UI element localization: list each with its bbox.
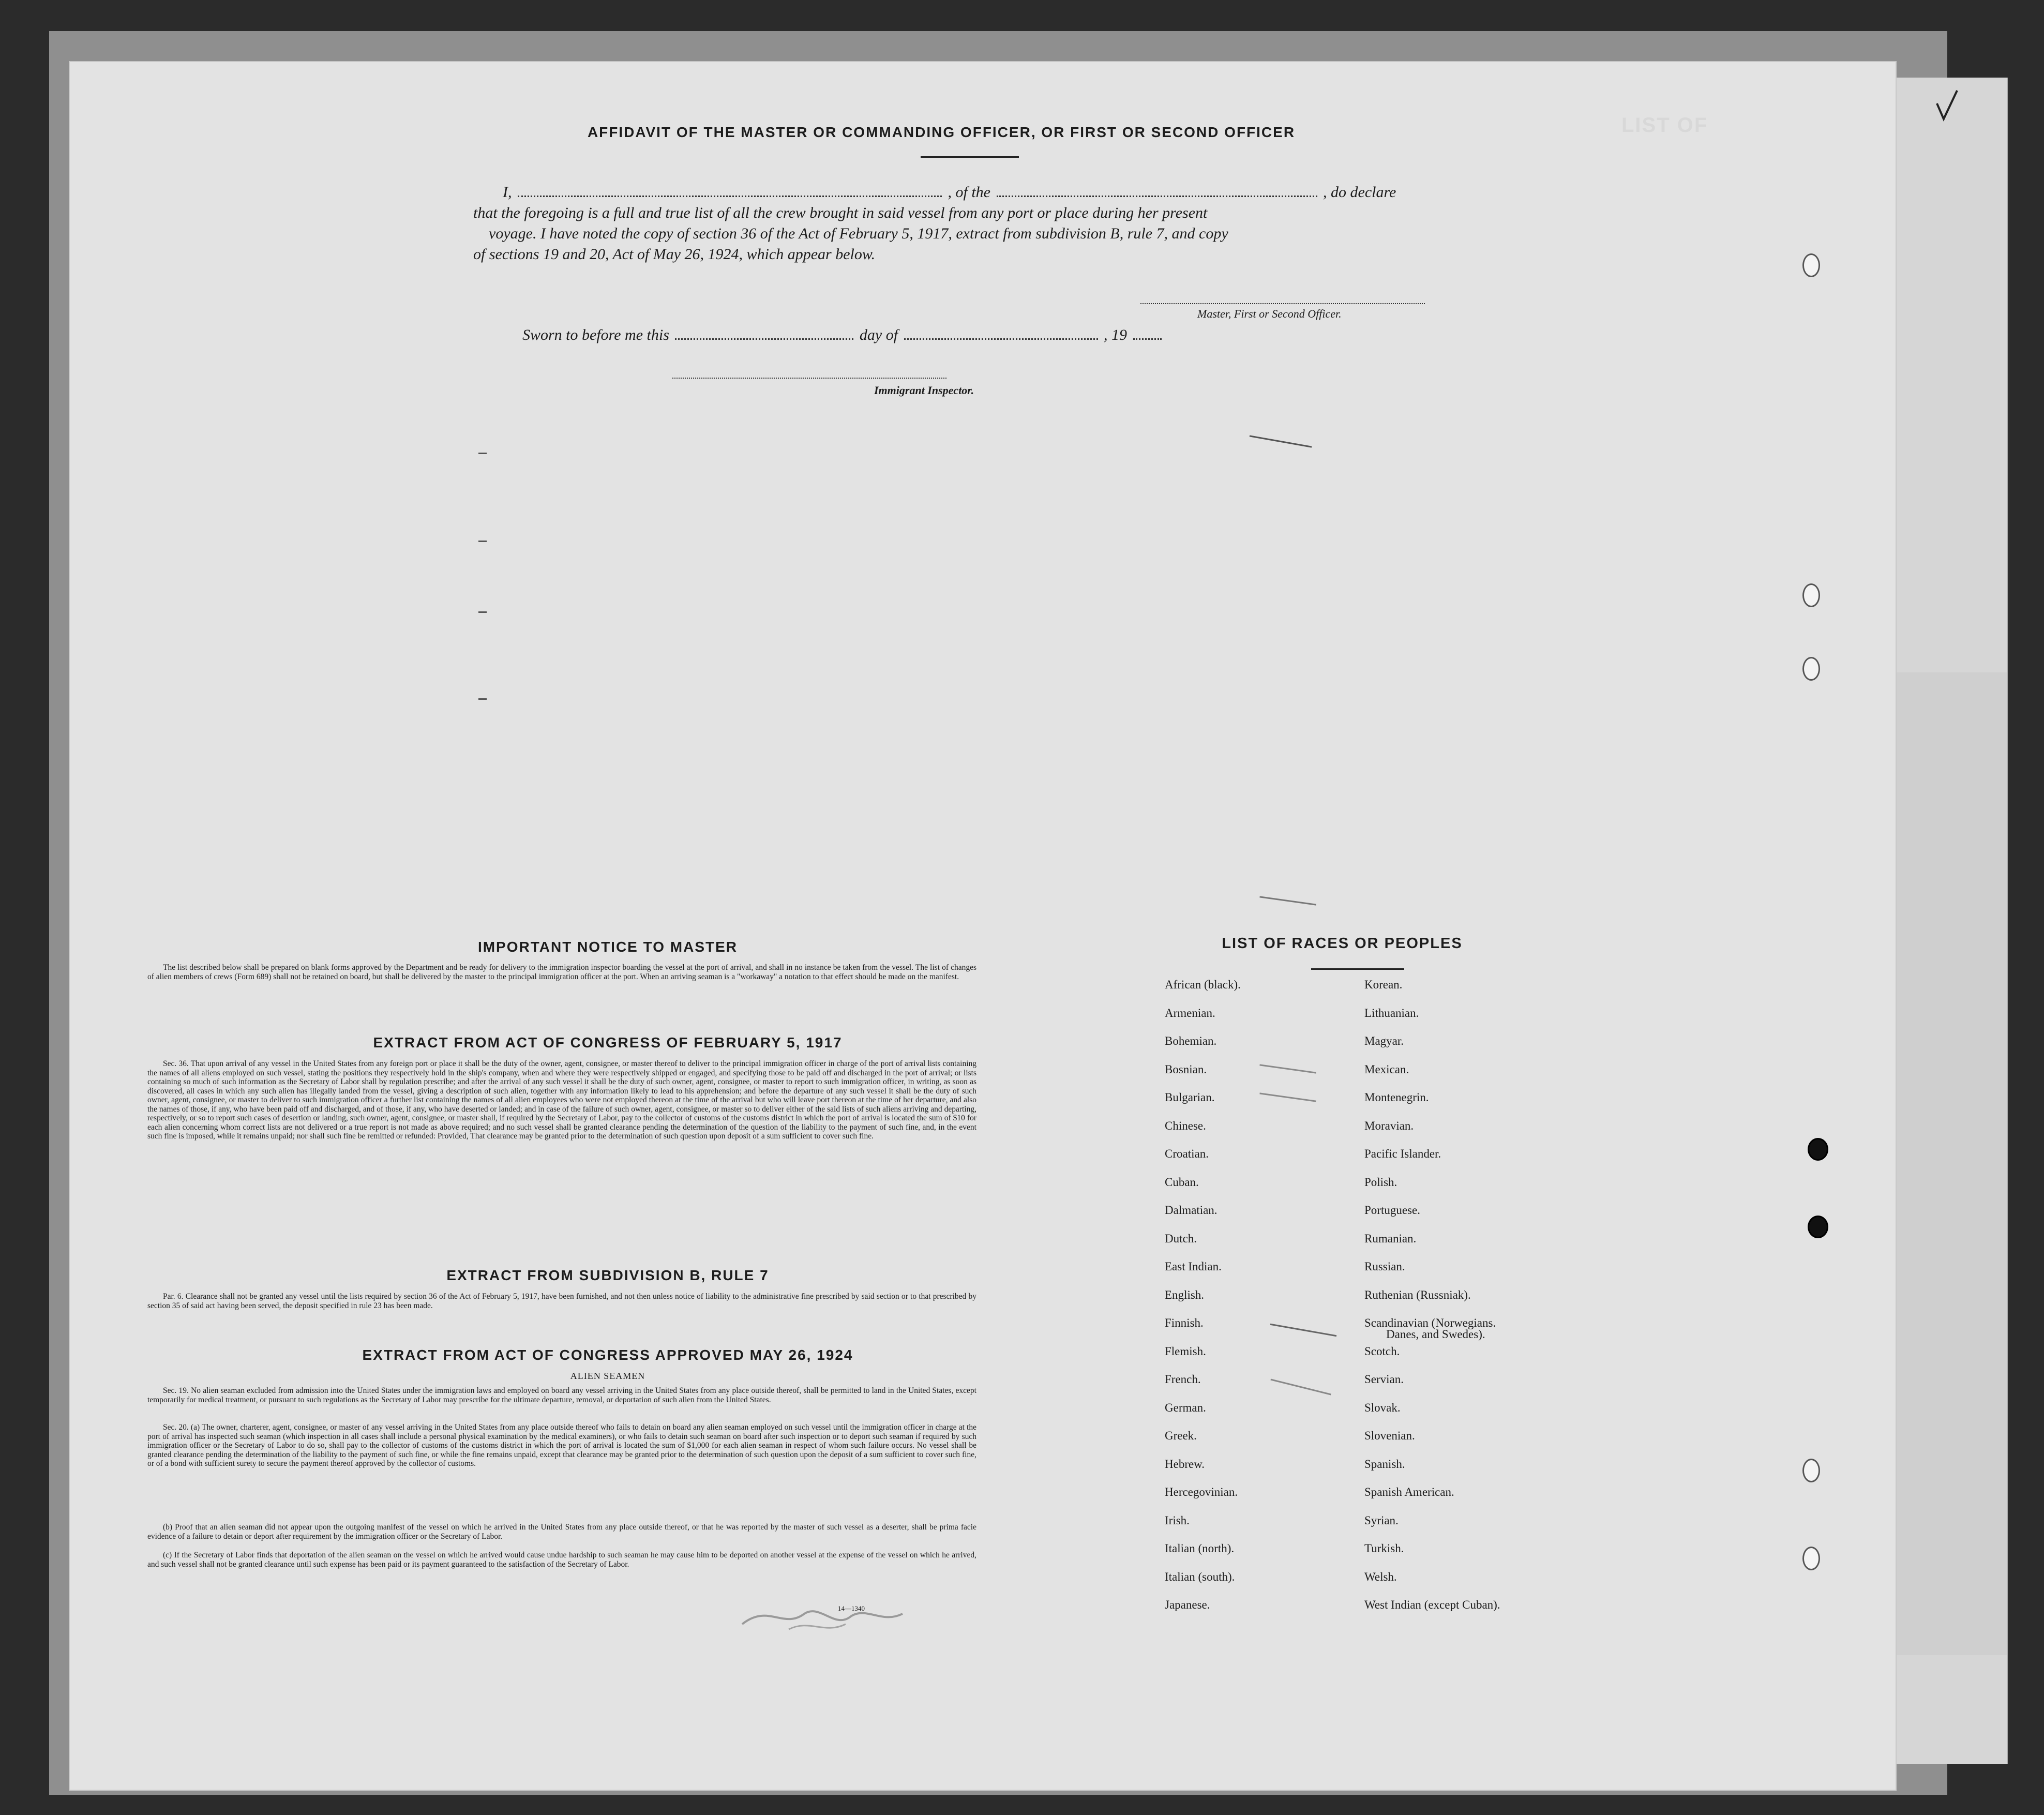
race-item: East Indian.	[1165, 1260, 1222, 1273]
binder-hole	[1802, 583, 1820, 607]
handwritten-signature	[737, 1593, 913, 1640]
declaration-line-4: of sections 19 and 20, Act of May 26, 1924, which appear below.	[473, 246, 876, 263]
extract-rule7-text: Par. 6. Clearance shall not be granted any vessel until the lists required by section 36 of the Act of February 5, 1917, have been furnished, and not then unless notice of liability to the administrative fine prescribed by said section or to that prescribed by section 35 of said act having been served, the deposit specified in rule 23 has been made.	[147, 1292, 976, 1310]
extract-1924-title: EXTRACT FROM ACT OF CONGRESS APPROVED MAY 26, 1924	[362, 1347, 853, 1363]
margin-mark	[478, 698, 487, 700]
binder-hole	[1808, 1138, 1828, 1161]
race-item: Scotch.	[1364, 1344, 1400, 1358]
race-item: Scandinavian (Norwegians.	[1364, 1316, 1496, 1329]
race-item: Ruthenian (Russniak).	[1364, 1288, 1471, 1301]
year-label: , 19	[1104, 326, 1128, 343]
race-item: Croatian.	[1165, 1147, 1209, 1160]
race-item: Syrian.	[1364, 1513, 1399, 1527]
declaration-line-1	[486, 182, 1521, 203]
races-continuation: Danes, and Swedes).	[1386, 1328, 1485, 1341]
do-declare-label: , do declare	[1323, 184, 1396, 201]
binder-hole	[1802, 657, 1820, 681]
race-item: Dutch.	[1165, 1232, 1197, 1245]
extract-1924-sec20b: (b) Proof that an alien seaman did not appear upon the outgoing manifest of the vessel on which he arrived in the United States from any place outside thereof, or that he was reported by the master of such vessel as a deserter, shall be prima facie evidence of a failure to detain or deport after requirement by the immigration officer or the Secretary of Labor.	[147, 1523, 976, 1541]
race-item: Dalmatian.	[1165, 1204, 1218, 1217]
race-item: Moravian.	[1364, 1119, 1414, 1132]
bleed-through-heading: LIST OF	[1621, 114, 1708, 137]
race-item: French.	[1165, 1373, 1201, 1386]
margin-mark	[478, 453, 487, 454]
affidavit-form-page	[70, 62, 1896, 1790]
inspector-signature-line[interactable]	[672, 378, 946, 379]
race-item: Servian.	[1364, 1373, 1404, 1386]
extract-1917-title: EXTRACT FROM ACT OF CONGRESS OF FEBRUARY 5, 1917	[373, 1034, 843, 1051]
race-item: Portuguese.	[1364, 1204, 1420, 1217]
race-item: Italian (south).	[1165, 1570, 1235, 1583]
race-item: Bohemian.	[1165, 1034, 1217, 1047]
race-item: Welsh.	[1364, 1570, 1397, 1583]
master-signature-label: Master, First or Second Officer.	[1197, 307, 1342, 320]
title-underline	[921, 156, 1019, 158]
sworn-line	[522, 325, 1164, 346]
pencil-mark	[1250, 435, 1312, 447]
race-item: Hercegovinian.	[1165, 1486, 1238, 1498]
extract-rule7-title: EXTRACT FROM SUBDIVISION B, RULE 7	[446, 1267, 769, 1283]
race-item: Irish.	[1165, 1513, 1190, 1527]
race-item: Russian.	[1364, 1260, 1405, 1273]
master-signature-line[interactable]	[1140, 303, 1425, 304]
race-item: Turkish.	[1364, 1542, 1404, 1555]
race-item: Lithuanian.	[1364, 1006, 1419, 1019]
vessel-name-field[interactable]	[997, 195, 1317, 197]
binder-hole	[1802, 1547, 1820, 1570]
sworn-year-field[interactable]	[1133, 338, 1162, 340]
race-item: Rumanian.	[1364, 1232, 1417, 1245]
race-item: Magyar.	[1364, 1034, 1404, 1047]
race-item: Polish.	[1364, 1175, 1397, 1189]
sworn-month-field[interactable]	[904, 338, 1098, 340]
extract-1924-sec20a: Sec. 20. (a) The owner, charterer, agent, consignee, or master of any vessel arriving in the United States from any place outside thereof who fails to detain on board any alien seaman employed on such vessel until the immigration officer in charge at the port of arrival has inspected such seaman (which inspection in all cases shall include a personal physical examination by the medical examiners), or who fails to detain such seaman on board after such inspection or to deport such seaman if required by such immigration officer or the Secretary of Labor to do so, shall pay to the collector of customs of the customs district in which the port of arrival is located the sum of $1,000 for each alien seaman in respect of whom such failure occurs. No vessel shall be granted clearance pending the determination of the liability to the payment of such fine, or while the fine remains unpaid, except that clearance may be granted prior to the determination of such question upon the deposit of a sum sufficient to cover such fine, or of a bond with sufficient surety to secure the payment thereof approved by the collector of customs.	[147, 1423, 976, 1468]
sworn-label: Sworn to before me this	[522, 326, 669, 343]
race-item: Japanese.	[1165, 1598, 1210, 1611]
declarant-name-field[interactable]	[518, 195, 942, 197]
races-column-1	[1165, 971, 1341, 1619]
declaration-line-2: that the foregoing is a full and true list of all the crew brought in said vessel from any port or place during her present	[473, 204, 1208, 221]
notice-title: IMPORTANT NOTICE TO MASTER	[477, 939, 738, 955]
affidavit-title: AFFIDAVIT OF THE MASTER OR COMMANDING OFFICER, OR FIRST OR SECOND OFFICER	[587, 124, 1296, 140]
binder-hole	[1808, 1216, 1828, 1238]
race-item: Montenegrin.	[1364, 1091, 1429, 1104]
race-item: Chinese.	[1165, 1119, 1206, 1132]
check-mark	[1934, 88, 1960, 124]
race-item: Italian (north).	[1165, 1542, 1235, 1555]
race-item: Mexican.	[1364, 1062, 1409, 1076]
races-title-underline	[1311, 968, 1404, 970]
declaration-line-3: voyage. I have noted the copy of section 36 of the Act of February 5, 1917, extract from subdivision B, rule 7, and copy	[489, 225, 1228, 242]
race-item: West Indian (except Cuban).	[1364, 1598, 1500, 1611]
declarant-i: I,	[503, 184, 512, 201]
margin-mark	[478, 541, 487, 542]
binder-hole	[1802, 253, 1820, 277]
binder-hole	[1802, 1459, 1820, 1482]
extract-1917-text: Sec. 36. That upon arrival of any vessel in the United States from any foreign port or place it shall be the duty of the owner, agent, consignee, or master thereof to deliver to the principal immigration officer in charge of the port of arrival lists containing the names of all aliens employed on such vessel, stating the positions they respectively hold in the ship's company, when and where they were respectively shipped or engaged, and specifying those to be paid off and discharged in the port of arrival; or lists containing so much of such information as the Secretary of Labor shall by regulation prescribe; and after the arrival of any such vessel it shall be the duty of such owner, agent, consignee, or master to report to such immigration officer, in writing, as soon as discovered, all cases in which any such alien has illegally landed from the vessel, giving a description of such alien, together with any information likely to lead to his apprehension; and before the departure of any such vessel it shall be the duty of such owner, agent, consignee, or master to deliver to such immigration officer a further list containing the names of all alien employees who were not employed thereon at the time of the arrival but who will leave port thereon at the time of her departure, and also the names of those, if any, who have been paid off and discharged, and of those, if any, who have deserted or landed; and in case of the failure of such owner, agent, consignee, or master so to deliver either of the said lists of such aliens arriving and departing, respectively, or so to report such cases of desertion or landing, such owner, agent, consignee, or master shall, if required by the Secretary of Labor, pay to the collector of customs of the customs district in which the port of arrival is located the sum of $10 for each alien concerning whom correct lists are not delivered or a true report is not made as above required; and no such vessel shall be granted clearance pending the determination of the question of the liability to the payment of such fine, and, in the event such fine is imposed, while it remains unpaid; nor shall such fine be remitted or refunded: Provided, That clearance may be granted prior to the determination of such question upon deposit of a sum sufficient to cover such fine.	[147, 1059, 976, 1141]
race-item: Armenian.	[1165, 1006, 1215, 1019]
notice-text: The list described below shall be prepared on blank forms approved by the Department and be ready for delivery to the immigration inspector boarding the vessel at the port of arrival, and shall in no instance be taken from the vessel. The list of changes of alien members of crews (Form 689) shall not be retained on board, but shall be delivered by the master to the principal immigration officer at the port. When an arriving seaman is a "workaway" a notation to that effect should be made on the manifest.	[147, 963, 976, 981]
extract-1924-sec19: Sec. 19. No alien seaman excluded from admission into the United States under the immigration laws and employed on board any vessel arriving in the United States from any place outside thereof, shall be permitted to land in the United States, except temporarily for medical treatment, or pursuant to such regulations as the Secretary of Labor may prescribe for the ultimate departure, removal, or deportation of such alien from the United States.	[147, 1386, 976, 1404]
race-item: African (black).	[1165, 978, 1241, 991]
form-number: 14—1340	[838, 1604, 865, 1612]
sworn-day-field[interactable]	[675, 338, 853, 340]
race-item: Spanish.	[1364, 1457, 1405, 1471]
margin-mark	[478, 611, 487, 613]
of-the-label: , of the	[948, 184, 990, 201]
race-item: Slovenian.	[1364, 1429, 1415, 1442]
race-item: Slovak.	[1364, 1401, 1401, 1414]
race-item: Korean.	[1364, 978, 1403, 991]
races-title: LIST OF RACES OR PEOPLES	[1222, 935, 1463, 952]
day-of-label: day of	[859, 326, 898, 343]
pencil-mark	[1259, 896, 1316, 905]
races-column-2	[1364, 971, 1582, 1619]
race-item: Cuban.	[1165, 1175, 1199, 1189]
extract-1924-sec20c: (c) If the Secretary of Labor finds that deportation of the alien seaman on the vessel on which he arrived would cause undue hardship to such seaman he may cause him to be deported on another vessel at the expense of the vessel on which he arrived, and such vessel shall not be granted clearance until such expense has been paid or its payment guaranteed to the satisfaction of the Secretary of Labor.	[147, 1551, 976, 1569]
race-item: Flemish.	[1165, 1344, 1206, 1358]
race-item: Bulgarian.	[1165, 1091, 1215, 1104]
alien-seamen-subtitle: ALIEN SEAMEN	[570, 1371, 645, 1381]
race-item: Greek.	[1165, 1429, 1197, 1442]
race-item: Pacific Islander.	[1364, 1147, 1441, 1160]
race-item: Bosnian.	[1165, 1062, 1207, 1076]
race-item: Finnish.	[1165, 1316, 1204, 1329]
race-item: English.	[1165, 1288, 1205, 1301]
race-item: German.	[1165, 1401, 1206, 1414]
race-item: Spanish American.	[1364, 1486, 1454, 1498]
inspector-label: Immigrant Inspector.	[874, 384, 974, 397]
race-item: Hebrew.	[1165, 1457, 1205, 1471]
